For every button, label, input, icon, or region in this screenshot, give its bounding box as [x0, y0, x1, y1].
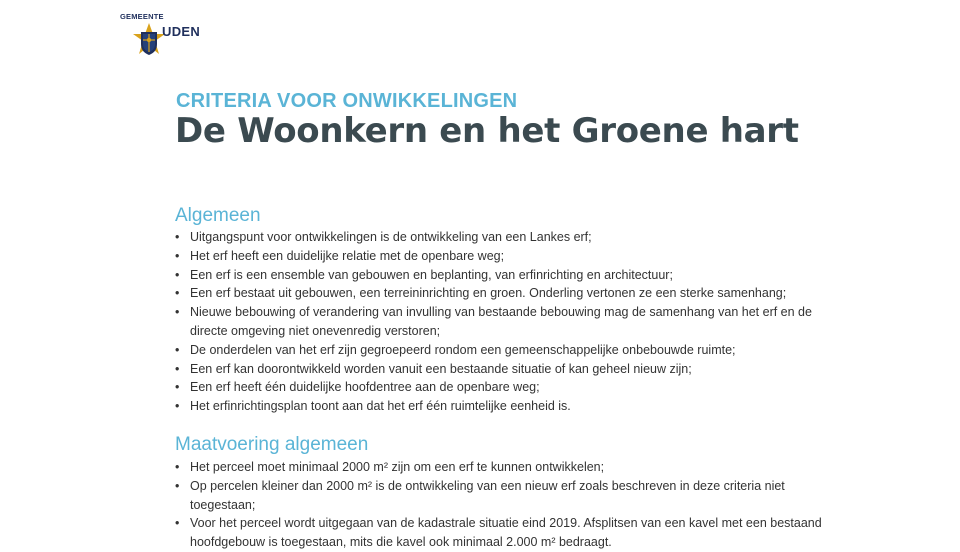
bullet-list-maatvoering: [175, 458, 835, 552]
list-item: • De onderdelen van het erf zijn gegroepeerd rondom een gemeenschappelijke onbebouwde ruimte;: [175, 341, 835, 360]
list-item: • Op percelen kleiner dan 2000 m² is de ontwikkeling van een nieuw erf zoals beschreven in deze criteria niet toegestaan;: [175, 477, 835, 515]
list-item: • Een erf kan doorontwikkeld worden vanuit een bestaande situatie of kan geheel nieuw zijn;: [175, 360, 835, 379]
crest-icon: [132, 22, 166, 58]
list-item: • Het erf heeft een duidelijke relatie met de openbare weg;: [175, 247, 835, 266]
list-item: • Uitgangspunt voor ontwikkelingen is de ontwikkeling van een Lankes erf;: [175, 228, 835, 247]
list-item: • Een erf heeft één duidelijke hoofdentree aan de openbare weg;: [175, 378, 835, 397]
bullet-list-algemeen: [175, 228, 835, 416]
list-item: • Het erfinrichtingsplan toont aan dat het erf één ruimtelijke eenheid is.: [175, 397, 835, 416]
list-item: • Nieuwe bebouwing of verandering van invulling van bestaande bebouwing mag de samenhang van het erf en de directe omgeving niet onevenredig verstoren;: [175, 303, 835, 341]
list-item: • Het perceel moet minimaal 2000 m² zijn om een erf te kunnen ontwikkelen;: [175, 458, 835, 477]
section-heading-maatvoering: Maatvoering algemeen: [175, 434, 369, 455]
list-item: • Een erf bestaat uit gebouwen, een terreininrichting en groen. Onderling vertonen ze een sterke samenhang;: [175, 284, 835, 303]
gemeente-uden-logo: [120, 12, 210, 58]
section-heading-algemeen: Algemeen: [175, 205, 261, 226]
logo-name-text: UDEN: [162, 24, 201, 39]
list-item: • Een erf is een ensemble van gebouwen en beplanting, van erfinrichting en architectuur;: [175, 266, 835, 285]
list-item: • Voor het perceel wordt uitgegaan van de kadastrale situatie eind 2019. Afsplitsen van een kavel met een bestaand hoofdgebouw is toegestaan, mits die kavel ook minimaal 2.000 m² bedraagt.: [175, 514, 835, 552]
document-title: De Woonkern en het Groene hart: [175, 111, 799, 151]
logo-top-text: GEMEENTE: [120, 12, 164, 21]
document-kicker: CRITERIA VOOR ONWIKKELINGEN: [176, 90, 518, 112]
